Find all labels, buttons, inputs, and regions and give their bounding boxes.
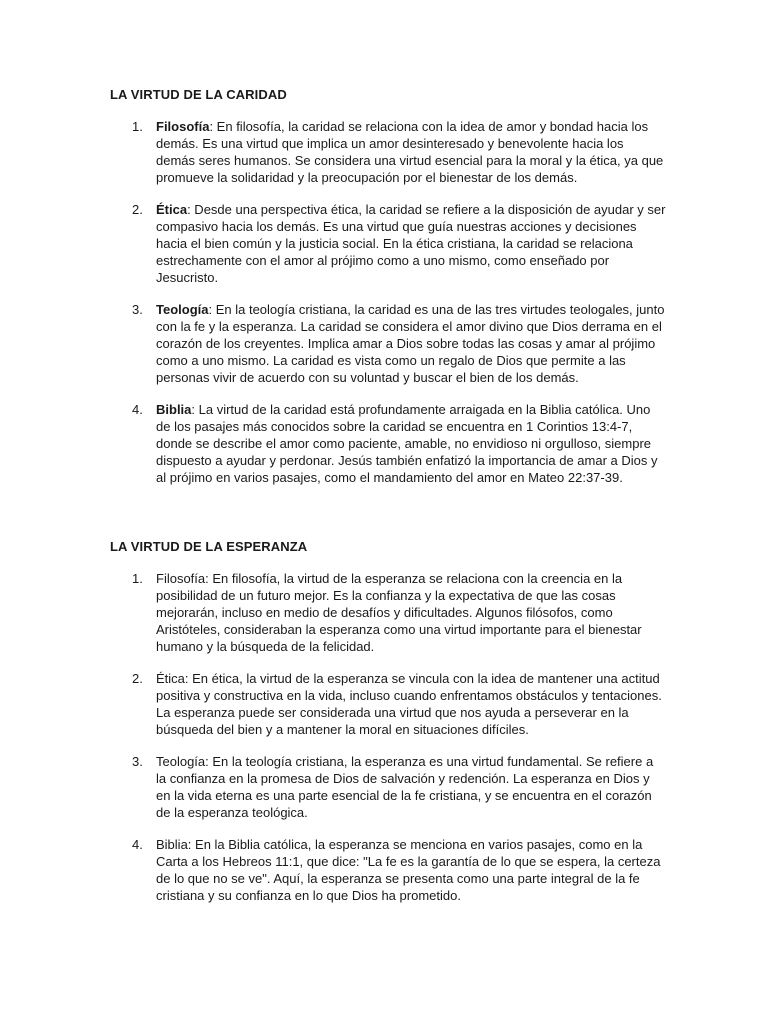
item-number: 1.: [132, 119, 143, 134]
item-text: : La virtud de la caridad está profundamente arraigada en la Biblia católica. Uno de los pasajes más conocidos sobre la caridad se encuentra en 1 Corintios 13:4-7, donde se describe el amor como paciente, amable, no envidioso ni orgulloso, siempre dispuesto a ayudar y perdonar. Jesús también enfatizó la importancia de amar a Dios y al prójimo en varios pasajes, como el mandamiento del amor en Mateo 22:37-39.: [156, 402, 658, 485]
section-heading: LA VIRTUD DE LA ESPERANZA: [110, 539, 308, 554]
item-number: 4.: [132, 837, 143, 852]
item-term: Ética: [156, 202, 188, 217]
section-esperanza: [110, 538, 670, 919]
item-text: Biblia: En la Biblia católica, la esperanza se menciona en varios pasajes, como en la Carta a los Hebreos 11:1, que dice: "La fe es la garantía de lo que se espera, la certeza de lo que no se ve". Aquí, la esperanza se presenta como una parte integral de la fe cristiana y su confianza en lo que Dios ha prometido.: [156, 837, 661, 903]
item-number: 2.: [132, 671, 143, 686]
numbered-list: [110, 570, 670, 904]
item-text: : En filosofía, la caridad se relaciona con la idea de amor y bondad hacia los demás. Es una virtud que implica un amor desinteresado y benevolente hacia los demás seres humanos. Se considera una virtud esencial para la moral y la ética, ya que promueve la solidaridad y la preocupación por el bienestar de los demás.: [156, 119, 664, 185]
list-item: [110, 670, 666, 738]
item-term: Biblia: [156, 402, 192, 417]
item-term: Filosofía: [156, 119, 210, 134]
item-text: : Desde una perspectiva ética, la caridad se refiere a la disposición de ayudar y ser compasivo hacia los demás. Es una virtud que guía nuestras acciones y decisiones hacia el bien común y la justicia social. En la ética cristiana, la caridad se relaciona estrechamente con el amor al prójimo como a uno mismo, como enseñado por Jesucristo.: [156, 202, 666, 285]
list-item: [110, 301, 666, 386]
list-item: [110, 753, 666, 821]
item-number: 3.: [132, 754, 143, 769]
list-item: [110, 201, 666, 286]
item-text: Filosofía: En filosofía, la virtud de la esperanza se relaciona con la creencia en la posibilidad de un futuro mejor. Es la confianza y la expectativa de que las cosas mejorarán, incluso en medio de desafíos y dificultades. Algunos filósofos, como Aristóteles, consideraban la esperanza como una virtud importante para el bienestar humano y la búsqueda de la felicidad.: [156, 571, 642, 654]
list-item: [110, 401, 666, 486]
item-number: 1.: [132, 571, 143, 586]
list-item: [110, 118, 666, 186]
item-text: Teología: En la teología cristiana, la esperanza es una virtud fundamental. Se refiere a la confianza en la promesa de Dios de salvación y redención. La esperanza en Dios y en la vida eterna es una parte esencial de la fe cristiana, y se encuentra en el corazón de la esperanza teológica.: [156, 754, 654, 820]
item-text: Ética: En ética, la virtud de la esperanza se vincula con la idea de mantener una actitud positiva y constructiva en la vida, incluso cuando enfrentamos obstáculos y tentaciones. La esperanza puede ser considerada una virtud que nos ayuda a perseverar en la búsqueda del bien y a mantener la moral en situaciones difíciles.: [156, 671, 662, 737]
list-item: [110, 570, 666, 655]
item-number: 2.: [132, 202, 143, 217]
item-term: Teología: [156, 302, 209, 317]
section-heading: LA VIRTUD DE LA CARIDAD: [110, 87, 287, 102]
section-caridad: [110, 86, 670, 501]
item-text: : En la teología cristiana, la caridad es una de las tres virtudes teologales, junto con la fe y la esperanza. La caridad se considera el amor divino que Dios derrama en el corazón de los creyentes. Implica amar a Dios sobre todas las cosas y amar al prójimo como a uno mismo. La caridad es vista como un regalo de Dios que permite a las personas vivir de acuerdo con su voluntad y buscar el bien de los demás.: [156, 302, 665, 385]
list-item: [110, 836, 666, 904]
item-number: 4.: [132, 402, 143, 417]
numbered-list: [110, 118, 670, 486]
item-number: 3.: [132, 302, 143, 317]
